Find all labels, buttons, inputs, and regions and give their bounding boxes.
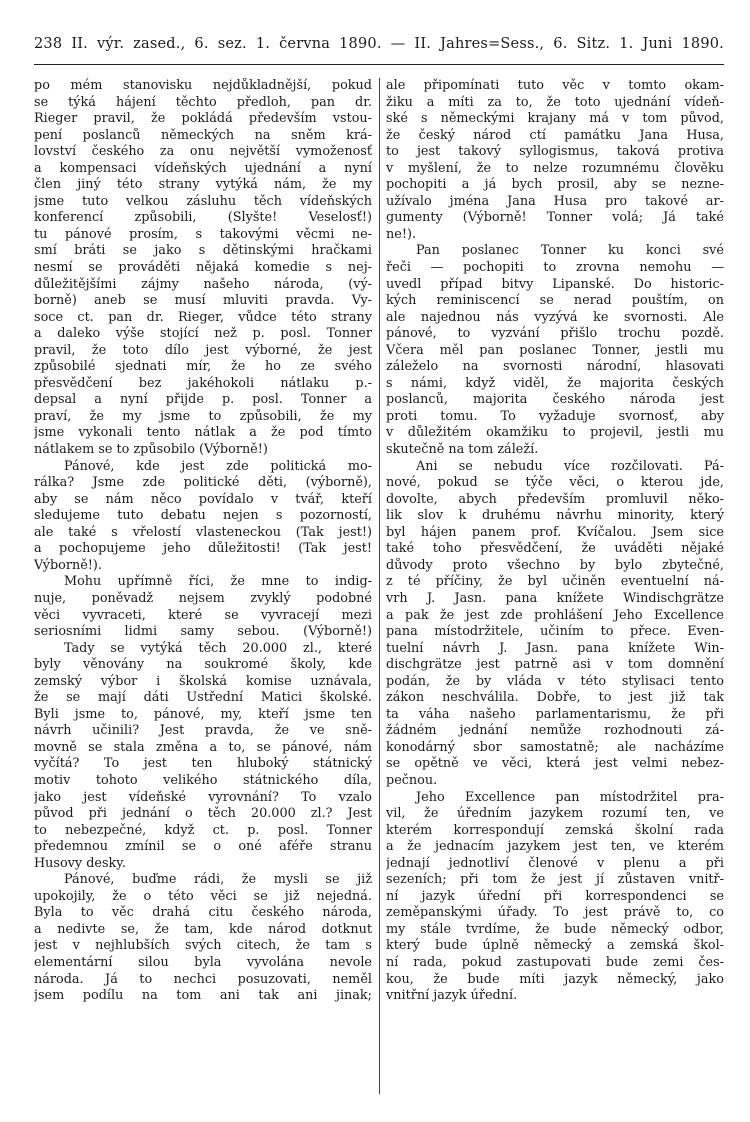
text-line: Ani se nebudu více rozčilovati. Pá- [416,458,724,474]
text-line: zemský výbor i školská komise uznávala, [34,673,372,689]
document-page [34,36,724,1096]
text-line: sezeních; při tom že jest jí zůstaven vnitř- [386,872,724,888]
text-line: konferencí způsobili, (Slyšte! Veselosť!) [34,210,372,226]
text-line: ní rada, pokud zastupovati bude zemi čes- [386,954,724,970]
text-line: žiku a míti za to, že toto ujednání vídeň- [386,94,724,110]
text-line: kých reminiscencí se nerad pouštím, on [386,293,724,309]
text-line: přesvědčení bez jakéhokoli nátlaku p.- [34,375,372,391]
text-line: který bude úplně německý a zemská škol- [386,938,724,954]
text-line: borně) aneb se musí mluviti pravda. Vy- [34,293,372,309]
text-line: pečnou. [386,772,438,788]
text-line: vnitřní jazyk úřední. [386,988,518,1004]
text-line: seriosními lidmi samy sebou. (Výborně!) [34,624,372,640]
text-line: tuelní návrh J. Jasn. pana knížete Win- [386,640,724,656]
text-line: vil, že úředním jazykem rozumí ten, ve [386,806,724,822]
text-line: způsobilé sjednati mír, že ho ze svého [34,359,372,375]
text-line: předemnou zmínil se o oné aféře stranu [34,839,372,855]
text-line: zeměpanskými úřady. To jest právě to, co [386,905,724,921]
text-line: ne!). [386,226,417,242]
text-line: vrh J. Jasn. pana knížete Windischgrätze [386,590,724,606]
text-line: elementární silou byla vyvolána nevole [34,954,372,970]
header-rule [34,64,724,65]
text-line: sledujeme tuto debatu nejen s pozorností, [34,508,372,524]
text-line: v důležitém okamžiku to projevil, jestli mu [386,425,724,441]
text-line: depsal a nyní přijde p. posl. Tonner a [34,392,372,408]
text-line: proti tomu. To vyžaduje svornosť, aby [386,408,724,424]
text-line: praví, že my jsme to způsobili, že my [34,408,372,424]
text-line: Rieger pravil, že pokládá především vstou- [34,111,372,127]
text-line: ní jazyk úřední při korrespondenci se [386,888,724,904]
text-line: tu pánové prosím, s takovými věcmi ne- [34,226,372,242]
text-line: skutečně na tom záleží. [386,442,539,458]
text-line: Včera měl pan poslanec Tonner, jestli mu [386,342,724,358]
page-header: 238 II. výr. zased., 6. sez. 1. června 1890. — II. Jahres=Sess., 6. Sitz. 1. Juni 1890. [34,36,724,52]
text-line: rálka? Jsme zde politické děti, (výborně), [34,475,372,491]
text-line: se opětně ve věci, která jest velmi nebez- [386,756,724,772]
text-line: Byla to věc drahá citu českého národa, [34,905,372,921]
text-line: s námi, když viděl, že majorita českých [386,375,724,391]
text-line: ta váha našeho parlamentarismu, že při [386,706,724,722]
text-line: se týká hájení těchto předloh, pan dr. [34,94,372,110]
text-line: řeči — pochopiti to zrovna nemohu — [386,260,724,276]
text-line: nátlakem se to způsobilo (Výborně!) [34,442,268,458]
text-line: pana místodržitele, učiním to přece. Even- [386,624,724,640]
text-line: užívalo jména Jana Husa pro takové ar- [386,193,724,209]
text-line: pení poslanců německých na sněm krá- [34,127,372,143]
right-column [386,78,724,1005]
text-line: Pánové, buďme rádi, že mysli se již [64,872,372,888]
column-divider [379,78,380,1094]
text-line: návrh učinili? Jest pravda, že ve sně- [34,723,372,739]
text-line: aby se nám něco povídalo v tvář, kteří [34,491,372,507]
text-line: podán, že by vláda v této stylisaci tento [386,673,724,689]
text-line: dovolte, abych především promluvil něko- [386,491,724,507]
text-line: nesmí se prováděti nějaká komedie s nej- [34,260,372,276]
text-line: a nedivte se, že tam, kde národ dotknut [34,921,372,937]
text-line: Tady se vytýká těch 20.000 zl., které [64,640,372,656]
text-line: pánové, to vyzvání přišlo trochu pozdě. [386,326,724,342]
text-line: jest v nejhlubších svých citech, že tam s [34,938,372,954]
text-line: upokojily, že o této věci se již nejedná. [34,888,372,904]
text-line: Výborně!). [34,557,102,573]
text-line: uvedl případ bitvy Lipanské. Do historic- [386,276,724,292]
text-line: původ při jednání o těch 20.000 zl.? Jest [34,806,372,822]
text-line: poslanců, majorita českého národa jest [386,392,724,408]
text-line: a kompensaci vídeňských ujednání a nyní [34,160,372,176]
text-line: Byli jsme to, pánové, my, kteří jsme ten [34,706,372,722]
text-line: to jest takový syllogismus, taková protiva [386,144,724,160]
text-line: my stále tvrdíme, že bude německý odbor, [386,921,724,937]
text-line: že se mají dáti Ustřední Matici školské. [34,690,372,706]
text-line: a že jednacím jazykem jest ten, ve kterém [386,839,724,855]
left-column [34,78,372,1005]
text-line: Husovy desky. [34,855,126,871]
text-line: gumenty (Výborně! Tonner volá; Já také [386,210,724,226]
text-line: vyčítá? To jest ten hluboký státnický [34,756,372,772]
text-line: kterém korrespondují zemská školní rada [386,822,724,838]
text-line: z té příčiny, že byl učiněn eventuelní ná- [386,574,724,590]
text-line: kou, že bude míti jazyk německý, jako [386,971,724,987]
text-line: jako jest vídeňské vyrovnání? To vzalo [34,789,372,805]
text-line: pravil, že toto dílo jest výborné, že jest [34,342,372,358]
text-line: a pochopujeme jeho důležitosti! (Tak jest! [34,541,372,557]
text-line: nové, pokud se týče věci, o kterou jde, [386,475,724,491]
text-line: konodárný sbor samostatně; ale nacházíme [386,739,724,755]
text-line: byl hájen panem prof. Kvíčalou. Jsem sice [386,524,724,540]
text-line: movně se stala změna a to, se pánové, nám [34,739,372,755]
text-line: jednají jednotliví členové v plenu a při [386,855,724,871]
text-line: Pánové, kde jest zde politická mo- [64,458,372,474]
text-line: ale také s vřelostí vlasteneckou (Tak jest!) [34,524,372,540]
text-line: zákon neschválila. Dobře, to jest již tak [386,690,724,706]
text-line: ské s německými krajany má v tom původ, [386,111,724,127]
text-line: žádném jednání nemůže rozhodnouti zá- [386,723,724,739]
text-line: smí bráti se jako s dětinskými hračkami [34,243,372,259]
text-line: že český národ ctí památku Jana Husa, [386,127,724,143]
text-line: pochopiti a já bych prosil, aby se nezne- [386,177,724,193]
text-line: lovství českého za onu největší vymoženosť [34,144,372,160]
text-line: člen jiný této strany vytýká nám, že my [34,177,372,193]
text-line: a daleko výše stojící než p. posl. Tonner [34,326,372,342]
text-line: důvody proto všechno by bylo zbytečné, [386,557,724,573]
text-line: Mohu upřímně říci, že mne to indig- [64,574,372,590]
text-line: ale najednou nás vyzývá ke svornosti. Ale [386,309,724,325]
text-line: soce ct. pan dr. Rieger, vůdce této strany [34,309,372,325]
text-line: v myšlení, že to nelze rozumnému člověku [386,160,724,176]
text-line: ale připomínati tuto věc v tomto okam- [386,78,724,93]
text-line: jsme tuto velkou zásluhu těch vídeňských [34,193,372,209]
text-line: byly věnovány na soukromé školy, kde [34,657,372,673]
text-line: důležitějšími zájmy našeho národa, (vý- [34,276,372,292]
text-line: Jeho Excellence pan místodržitel pra- [416,789,724,805]
text-line: motiv tohoto velikého státnického díla, [34,772,372,788]
text-line: jsme vykonali tento nátlak a že pod tímto [34,425,372,441]
text-line: věci vyvraceti, které se vyvracejí mezi [34,607,372,623]
text-line: jsem podílu na tom ani tak ani jinak; [34,988,372,1004]
text-line: Pan poslanec Tonner ku konci své [416,243,724,259]
text-line: také toho přesvědčení, že uváděti nějaké [386,541,724,557]
text-line: národa. Já to nechci posuzovati, neměl [34,971,372,987]
text-line: lik slov k druhému návrhu minority, který [386,508,724,524]
text-line: dischgrätze jest patrně asi v tom domnění [386,657,724,673]
text-line: po mém stanovisku nejdůkladnější, pokud [34,78,372,93]
text-line: nuje, poněvadž nejsem zvyklý podobné [34,590,372,606]
text-line: to nebezpečné, když ct. p. posl. Tonner [34,822,372,838]
text-line: a pak že jest zde prohlášení Jeho Excellence [386,607,724,623]
text-line: záleželo na svornosti národní, hlasovati [386,359,724,375]
